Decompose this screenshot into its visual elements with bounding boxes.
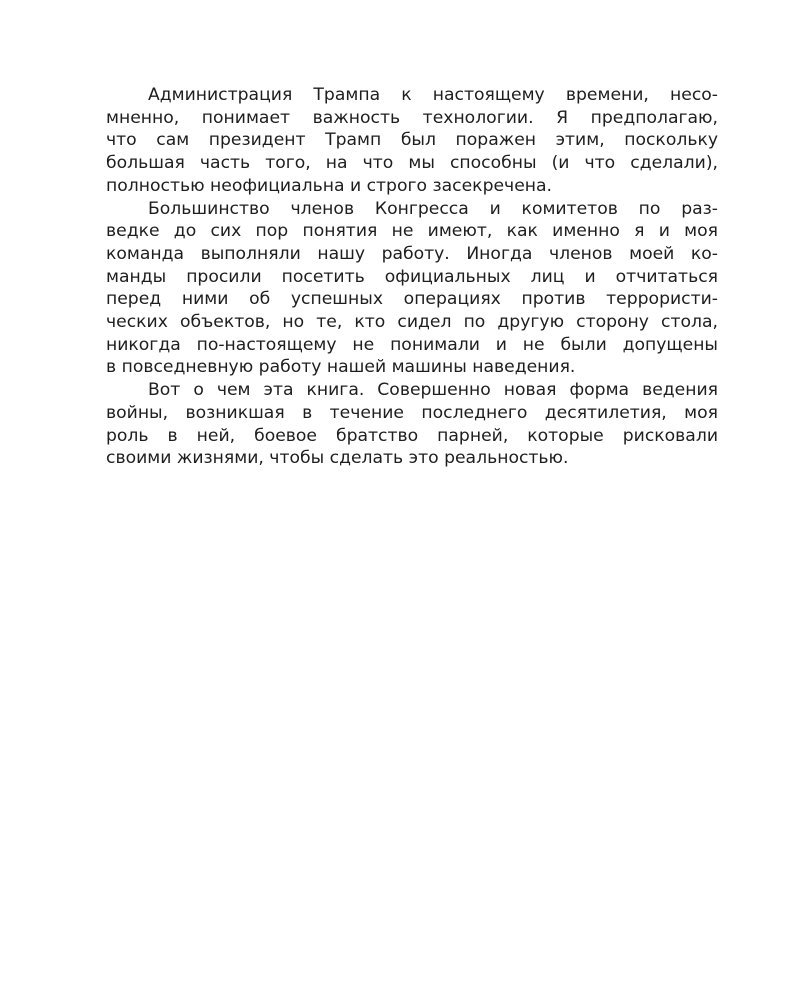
paragraph-2-line-3: команда выполняли нашу работу. Иногда членов моей ко- [106, 243, 718, 264]
paragraph-1-line-4: большая часть того, на что мы способны (и что сделали), [106, 153, 718, 174]
paragraph-2-line-2: ведке до сих пор понятия не имеют, как именно я и моя [106, 221, 718, 242]
paragraph-2-line-1: Большинство членов Конгресса и комитетов по раз- [148, 198, 718, 219]
paragraph-1-line-5: полностью неофициальна и строго засекречена. [106, 175, 553, 196]
paragraph-1-line-1: Администрация Трампа к настоящему времени, несо- [148, 85, 718, 105]
paragraph-2-line-5: перед ними об успешных операциях против террористи- [106, 289, 718, 310]
paragraph-3-line-2: войны, возникшая в течение последнего десятилетия, моя [106, 402, 718, 423]
paragraph-3-line-1: Вот о чем эта книга. Совершенно новая форма ведения [148, 380, 718, 401]
paragraph-2-line-7: никогда по-настоящему не понимали и не были допущены [106, 334, 718, 355]
body-text [106, 84, 718, 470]
paragraph-2-line-6: ческих объектов, но те, кто сидел по другую сторону стола, [106, 312, 718, 333]
paragraph-2-line-4: манды просили посетить официальных лиц и отчитаться [106, 266, 718, 287]
paragraph-2-line-8: в повседневную работу нашей машины наведения. [106, 357, 576, 378]
paragraph-3-line-3: роль в ней, боевое братство парней, которые рисковали [106, 425, 718, 446]
paragraph-3-line-4: своими жизнями, чтобы сделать это реальностью. [106, 448, 569, 469]
paragraph-1-line-2: мненно, понимает важность технологии. Я предполагаю, [106, 107, 718, 128]
paragraph-1-line-3: что сам президент Трамп был поражен этим, поскольку [106, 130, 718, 151]
